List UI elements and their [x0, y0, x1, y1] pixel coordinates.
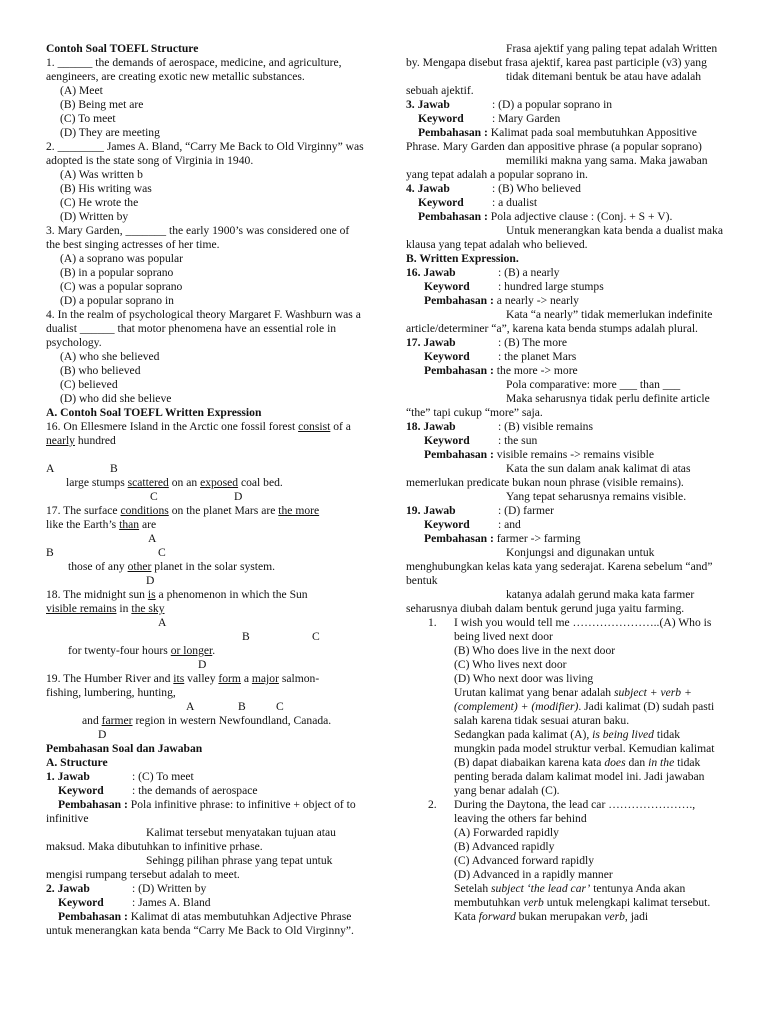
option: (D) a popular soprano in [60, 294, 174, 307]
tag-a: A [46, 462, 55, 475]
answer-17-explanation-1: Pola comparative: more ___ than ___ [506, 378, 681, 391]
tag-d: D [98, 728, 107, 741]
question-stem: I wish you would tell me …………………..(A) Who is being lived next door [454, 616, 712, 643]
answer-19-explanation-1: Konjungsi and digunakan untuk menghubungkan kelas kata yang sederajat. Karena sebelum “and” bentuk [406, 546, 713, 587]
explanation: Setelah subject ‘the lead car’ tentunya Anda akan membutuhkan verb untuk melengkapi kalimat tersebut. Kata forward bukan merupakan verb, jadi [454, 882, 711, 923]
subsection-structure: A. Structure [46, 756, 108, 769]
answer-18-keyword: Keyword : the sun [424, 434, 538, 447]
question-number: 1. [428, 616, 437, 629]
question-17-tag-a [46, 532, 364, 546]
option: (D) They are meeting [60, 126, 160, 139]
explanation-1: Urutan kalimat yang benar adalah subject + verb + (complement) + (modifier). Jadi kalimat (D) sudah pasti salah karena tidak sesuai aturan baku. [454, 686, 715, 727]
tag-a: A [148, 532, 157, 545]
answer-17-pembahasan: Pembahasan : the more -> more [424, 364, 578, 377]
answer-19-pembahasan: Pembahasan : farmer -> farming [424, 532, 581, 545]
answer-1-keyword: Keyword : the demands of aerospace [58, 784, 258, 797]
option: (C) was a popular soprano [60, 280, 183, 293]
option: (C) He wrote the [60, 196, 139, 209]
tag-c: C [312, 630, 320, 643]
section-title-written-expression-b: B. Written Expression. [406, 252, 519, 265]
section-title-written-expression: A. Contoh Soal TOEFL Written Expression [46, 406, 262, 419]
question-3-options [46, 252, 364, 308]
option: (B) Advanced rapidly [454, 840, 555, 853]
tag-b: B [242, 630, 250, 643]
tag-d: D [234, 490, 243, 503]
answer-2-keyword: Keyword : James A. Bland [58, 896, 211, 909]
option: (B) in a popular soprano [60, 266, 174, 279]
question-19-tag-d [46, 728, 364, 742]
option: (A) who she believed [60, 350, 160, 363]
numbered-question-2 [406, 798, 724, 924]
tag-d: D [198, 658, 207, 671]
answer-1-pembahasan: Pembahasan : Pola infinitive phrase: to infinitive + object of to infinitive [46, 798, 356, 825]
question-4-options [46, 350, 364, 406]
answer-16-pembahasan: Pembahasan : a nearly -> nearly [424, 294, 579, 307]
tag-b: B [238, 700, 246, 713]
answer-18-pembahasan: Pembahasan : visible remains -> remains visible [424, 448, 655, 461]
answer-3-explanation: memiliki makna yang sama. Maka jawaban yang tepat adalah a popular soprano in. [406, 154, 708, 181]
question-16-line1: 16. On Ellesmere Island in the Arctic one fossil forest consist of a nearly hundred [46, 420, 351, 447]
answer-4-explanation: Untuk menerangkan kata benda a dualist maka klausa yang tepat adalah who believed. [406, 224, 723, 251]
option: (C) To meet [60, 112, 116, 125]
answer-17-explanation-2: Maka seharusnya tidak perlu definite article “the” tapi cukup “more” saja. [406, 392, 710, 419]
tag-a: A [186, 700, 195, 713]
answer-3-keyword: Keyword : Mary Garden [418, 112, 561, 125]
question-19-line1: 19. The Humber River and its valley form a major salmon- [46, 672, 320, 685]
tag-c: C [158, 546, 166, 559]
question-17-line2: like the Earth’s than are [46, 518, 157, 531]
answer-1-explanation-2: Sehingg pilihan phrase yang tepat untuk mengisi rumpang tersebut adalah to meet. [46, 854, 333, 881]
question-18-tags-bc [46, 630, 364, 644]
question-18-line3: for twenty-four hours or longer. [68, 644, 216, 657]
option: (D) Written by [60, 210, 129, 223]
answer-1-explanation-1: Kalimat tersebut menyatakan tujuan atau maksud. Maka dibutuhkan to infinitive prhase. [46, 826, 336, 853]
answer-19-jawab: 19. Jawab : (D) farmer [406, 504, 555, 517]
question-16-tags-ab [46, 462, 364, 476]
question-1-options [46, 84, 364, 140]
tag-c: C [150, 490, 158, 503]
answer-4-keyword: Keyword : a dualist [418, 196, 538, 209]
answer-16-keyword: Keyword : hundred large stumps [424, 280, 604, 293]
question-18-tag-d [46, 658, 364, 672]
question-18-tag-a [46, 616, 364, 630]
question-18-line1: 18. The midnight sun is a phenomenon in which the Sun [46, 588, 308, 601]
explanation-2: Sedangkan pada kalimat (A), is being lived tidak mungkin pada model struktur verbal. Kemudian kalimat (B) dapat diabaikan karena kata does dan in the tidak penting berada dalam kalimat model ini. Jadi jawaban yang benar adalah (C). [454, 728, 715, 797]
answer-4-jawab: 4. Jawab : (B) Who believed [406, 182, 581, 195]
answer-2-continuation-2: tidak ditemani bentuk be atau have adalah sebuah ajektif. [406, 70, 702, 97]
option: (C) believed [60, 378, 118, 391]
tag-a: A [158, 616, 167, 629]
answer-19-keyword: Keyword : and [424, 518, 521, 531]
question-16-line2: large stumps scattered on an exposed coal bed. [66, 476, 283, 489]
section-title-structure: Contoh Soal TOEFL Structure [46, 42, 199, 55]
answer-16-explanation: Kata “a nearly” tidak memerlukan indefinite article/determiner “a”, karena kata benda stumps adalah plural. [406, 308, 713, 335]
option: (A) Meet [60, 84, 103, 97]
question-1-stem: 1. ______ the demands of aerospace, medicine, and agriculture, aengineers, are creating exotic new metallic substances. [46, 56, 342, 83]
option: (D) Advanced in a rapidly manner [454, 868, 613, 881]
numbered-question-1 [406, 616, 724, 798]
answer-3-jawab: 3. Jawab : (D) a popular soprano in [406, 98, 613, 111]
option: (B) His writing was [60, 182, 152, 195]
answer-4-pembahasan: Pembahasan : Pola adjective clause : (Conj. + S + V). [418, 210, 673, 223]
question-18-line2: visible remains in the sky [46, 602, 165, 615]
option: (C) Advanced forward rapidly [454, 854, 595, 867]
option: (A) Forwarded rapidly [454, 826, 559, 839]
answer-2-pembahasan: Pembahasan : Kalimat di atas membutuhkan Adjective Phrase untuk menerangkan kata benda “Carry Me Back to Old Virginny”. [46, 910, 354, 937]
answer-3-pembahasan: Pembahasan : Kalimat pada soal membutuhkan Appositive Phrase. Mary Garden dan appositive phrase (a popular soprano) [406, 126, 702, 153]
answer-17-jawab: 17. Jawab : (B) The more [406, 336, 568, 349]
question-19-line3: and farmer region in western Newfoundland, Canada. [82, 714, 332, 727]
tag-b: B [110, 462, 118, 475]
answer-16-jawab: 16. Jawab : (B) a nearly [406, 266, 560, 279]
answer-18-explanation-1: Kata the sun dalam anak kalimat di atas memerlukan predicate bukan noun phrase (visible remains). [406, 462, 691, 489]
answer-18-jawab: 18. Jawab : (B) visible remains [406, 420, 593, 433]
left-column [46, 42, 364, 938]
question-17-line1: 17. The surface conditions on the planet Mars are the more [46, 504, 320, 517]
question-17-tag-d [46, 574, 364, 588]
tag-d: D [146, 574, 155, 587]
question-17-tags-bc [46, 546, 364, 560]
option: (D) Who next door was living [454, 672, 594, 685]
question-2-stem: 2. ________ James A. Bland, “Carry Me Back to Old Virginny” was adopted is the state song of Virginia in 1940. [46, 140, 364, 167]
right-column [406, 42, 724, 924]
question-16-tags-cd [46, 490, 364, 504]
answer-19-explanation-2: katanya adalah gerund maka kata farmer seharusnya diubah dalam bentuk gerund juga yaitu farming. [406, 588, 695, 615]
answer-2-continuation-1: Frasa ajektif yang paling tepat adalah Written by. Mengapa disebut frasa ajektif, karea past participle (v3) yang [406, 42, 718, 69]
question-2-options [46, 168, 364, 224]
tag-c: C [276, 700, 284, 713]
question-3-stem: 3. Mary Garden, _______ the early 1900’s was considered one of the best singing actresses of her time. [46, 224, 350, 251]
question-19-tags-abc [46, 700, 364, 714]
option: (B) who believed [60, 364, 141, 377]
option: (B) Who does live in the next door [454, 644, 616, 657]
question-4-stem: 4. In the realm of psychological theory Margaret F. Washburn was a dualist ______ that motor phenomena have an essential role in psychology. [46, 308, 361, 349]
question-19-line2: fishing, lumbering, hunting, [46, 686, 176, 699]
question-number: 2. [428, 798, 437, 811]
tag-b: B [46, 546, 54, 559]
option: (A) a soprano was popular [60, 252, 183, 265]
answer-17-keyword: Keyword : the planet Mars [424, 350, 577, 363]
option: (C) Who lives next door [454, 658, 567, 671]
answer-1-jawab: 1. Jawab : (C) To meet [46, 770, 194, 783]
answer-18-explanation-2: Yang tepat seharusnya remains visible. [506, 490, 687, 503]
option: (D) who did she believe [60, 392, 172, 405]
question-stem: During the Daytona, the lead car …………………., leaving the others far behind [454, 798, 696, 825]
question-17-line3: those of any other planet in the solar system. [68, 560, 276, 573]
option: (A) Was written b [60, 168, 143, 181]
section-title-pembahasan: Pembahasan Soal dan Jawaban [46, 742, 203, 755]
option: (B) Being met are [60, 98, 144, 111]
answer-2-jawab: 2. Jawab : (D) Written by [46, 882, 207, 895]
